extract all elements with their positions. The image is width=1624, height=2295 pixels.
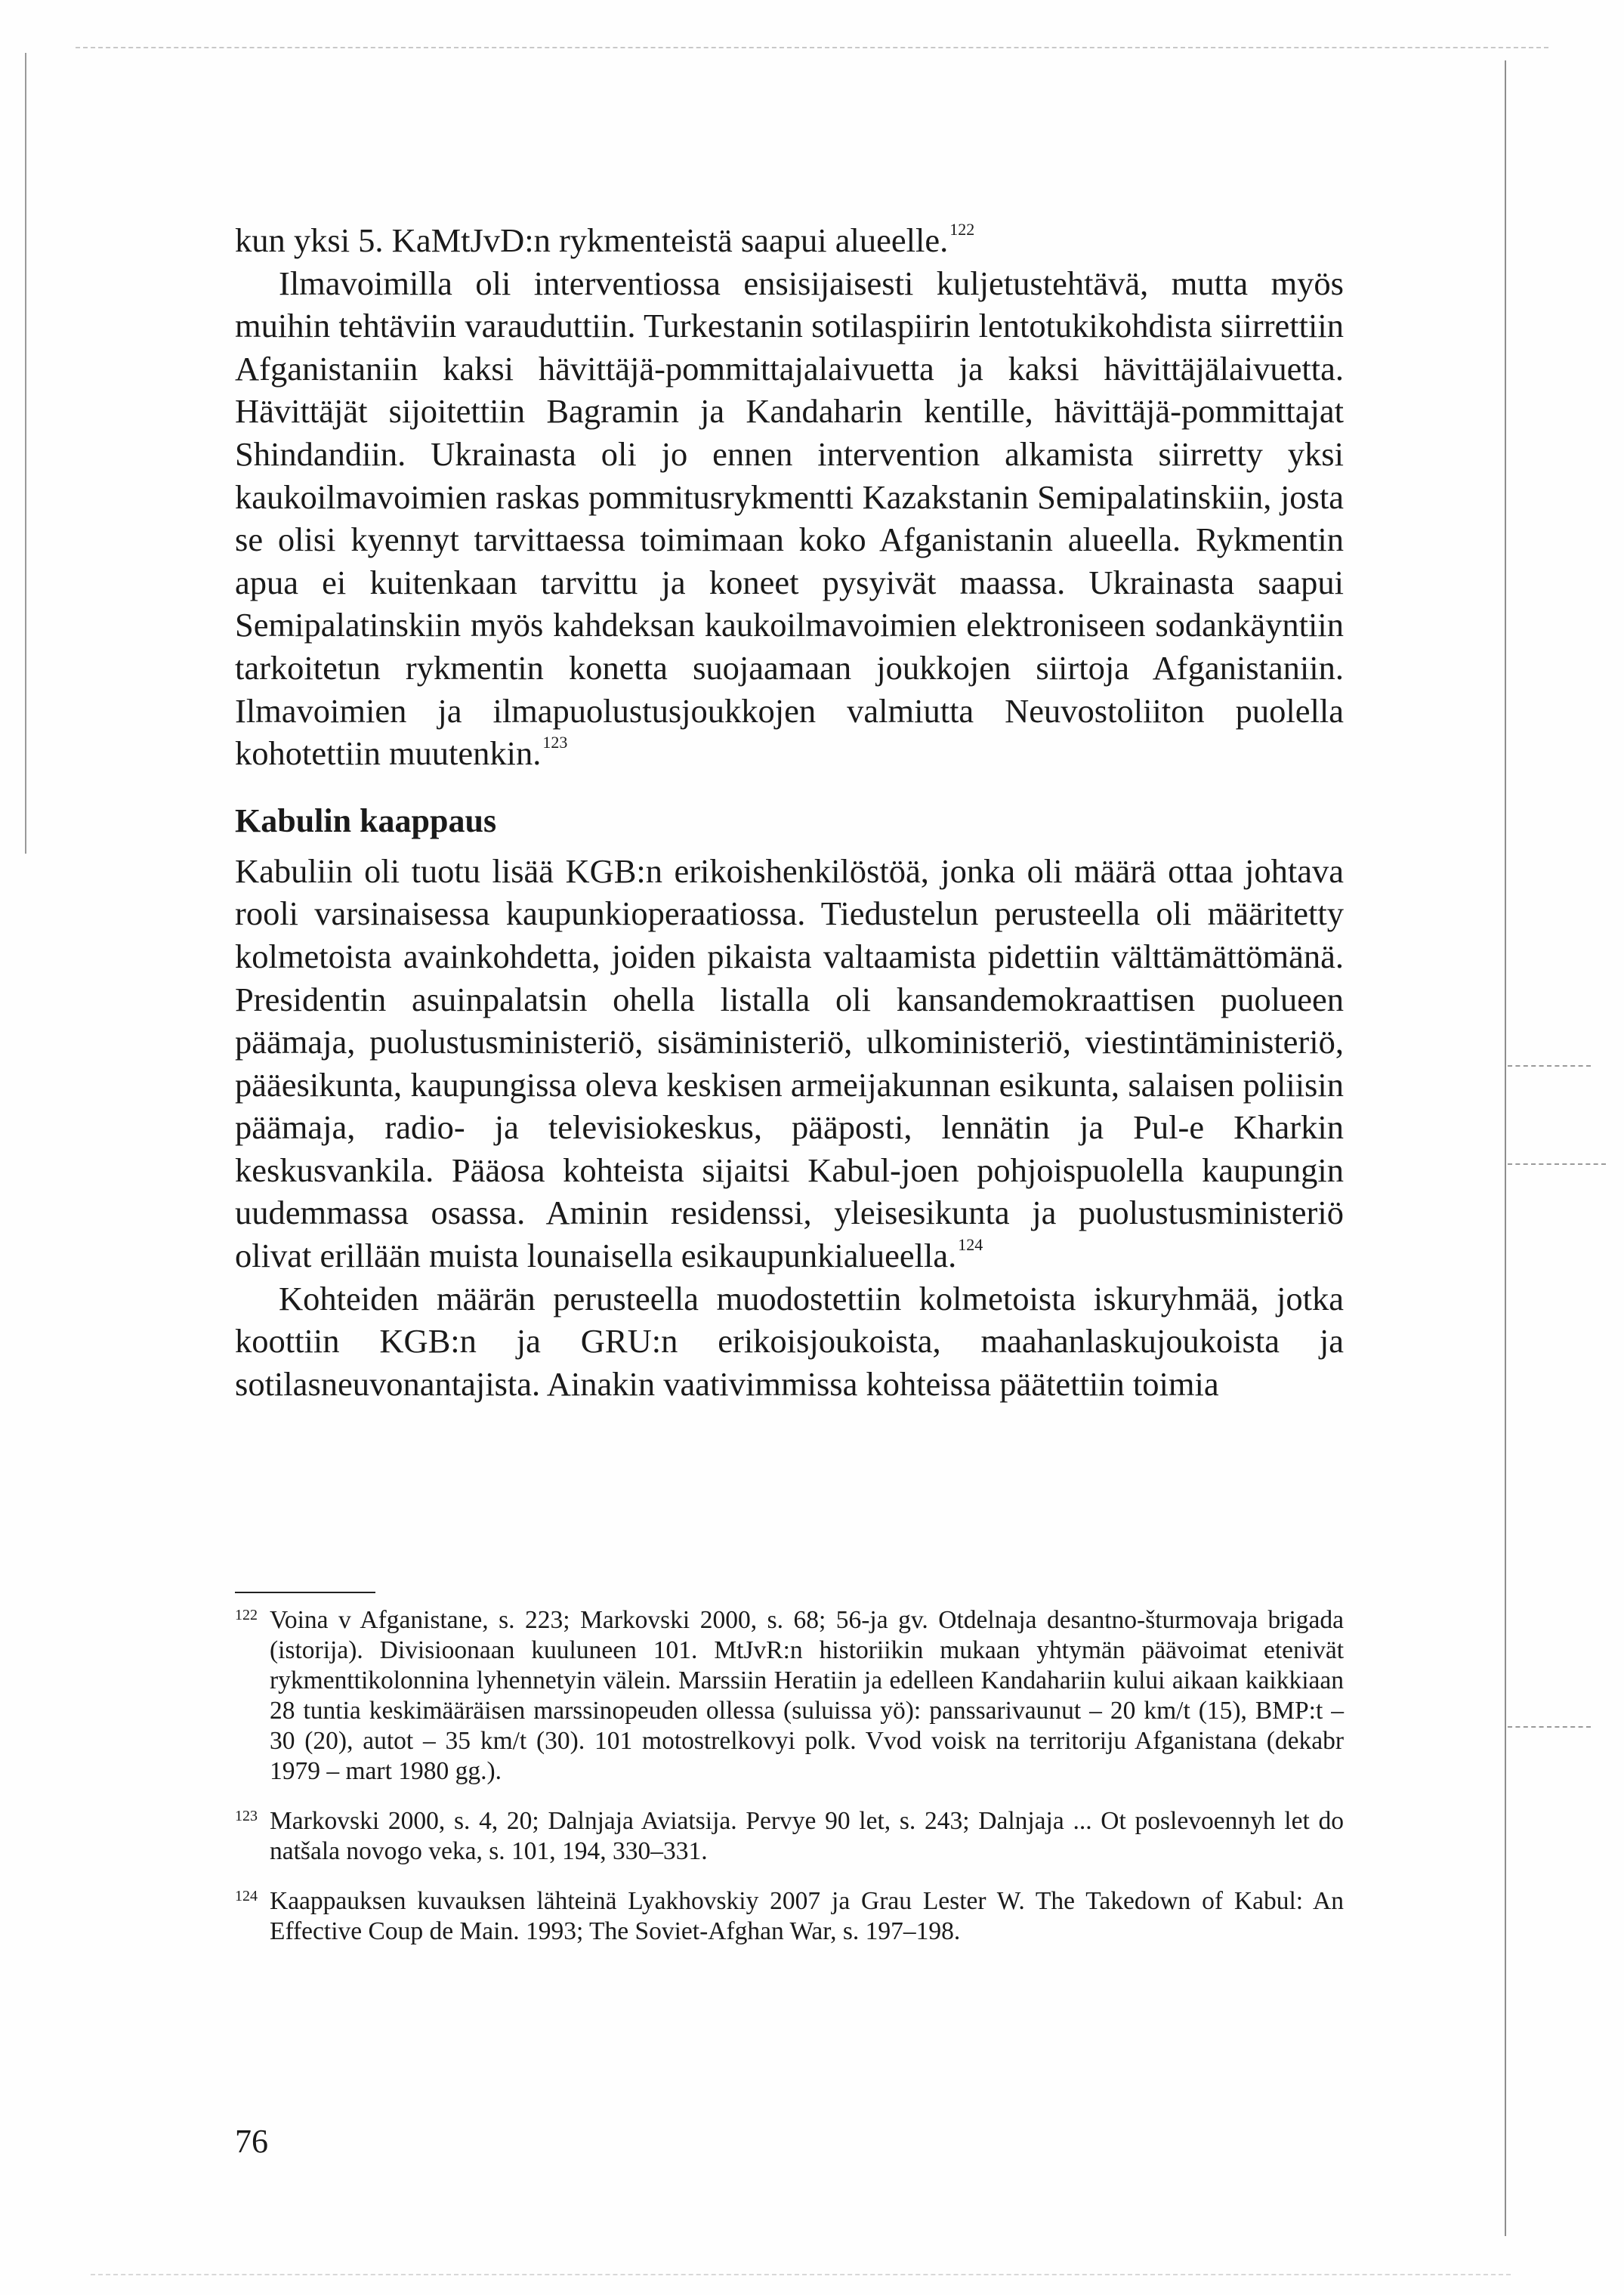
paragraph-text: Ilmavoimilla oli interventiossa ensisijaisesti kuljetustehtävä, mutta myös muihin tehtäviin varauduttiin. Turkestanin sotilaspiirin lentotukikohdista siirrettiin Afganistaniin kaksi hävittäjä-pommittajalaivuetta ja kaksi hävittäjälaivuetta. Hävittäjät sijoitettiin Bagramin ja Kandaharin kentille, hävittäjä-pommittajat Shindandiin. Ukrainasta oli jo ennen intervention alkamista siirretty yksi kaukoilmavoimien raskas pommitusrykmentti Kazakstanin Semipalatinskiin, josta se olisi kyennyt tarvittaessa toimimaan koko Afganistanin alueella. Rykmentin apua ei kuitenkaan tarvittu ja koneet pysyivät maassa. Ukrainasta saapui Semipalatinskiin myös kahdeksan kaukoilmavoimien elektroniseen sodankäyntiin tarkoitetun rykmentin konetta suojaamaan joukkojen siirtoja Afganistaniin. Ilmavoimien ja ilmapuolustusjoukkojen valmiutta Neuvostoliiton puolella kohotettiin muutenkin. bbox=[235, 264, 1344, 773]
scan-edge-top bbox=[76, 47, 1548, 48]
footnote bbox=[235, 1886, 1344, 1947]
paragraph-text: kun yksi 5. KaMtJvD:n rykmenteistä saapui alueelle. bbox=[235, 221, 949, 259]
paragraph-text: Kohteiden määrän perusteella muodostettiin kolmetoista iskuryhmää, jotka koottiin KGB:n ja GRU:n erikoisjoukoista, maahanlaskujoukoista ja sotilasneuvonantajista. Ainakin vaativimmissa kohteissa päätettiin toimia bbox=[235, 1279, 1344, 1403]
paragraph-text: Kabuliin oli tuotu lisää KGB:n erikoishenkilöstöä, jonka oli määrä ottaa johtava rooli varsinaisessa kaupunkioperaatiossa. Tiedustelun perusteella oli määritetty kolmetoista avainkohdetta, joiden pikaista valtaamista pidettiin välttämättömänä. Presidentin asuinpalatsin ohella listalla oli kansandemokraattisen puolueen päämaja, puolustusministeriö, sisäministeriö, ulkoministeriö, viestintäministeriö, pääesikunta, kaupungissa oleva keskisen armeijakunnan esikunta, salaisen poliisin päämaja, radio- ja televisiokeskus, pääposti, lennätin ja Pul-e Kharkin keskusvankila. Pääosa kohteista sijaitsi Kabul-joen pohjoispuolella kaupungin uudemmassa osassa. Aminin residenssi, yleisesikunta ja puolustusministeriö olivat erillään muista lounaisella esikaupunkialueella. bbox=[235, 851, 1344, 1275]
scan-mark bbox=[1508, 1726, 1591, 1728]
section-heading: Kabulin kaappaus bbox=[235, 802, 497, 839]
paragraph bbox=[235, 219, 1344, 262]
paragraph bbox=[235, 262, 1344, 775]
page-number: 76 bbox=[235, 2123, 268, 2160]
scan-edge-left bbox=[25, 53, 26, 854]
footnote-number: 124 bbox=[235, 1888, 258, 1904]
footnote-reference: 123 bbox=[542, 733, 568, 752]
footnote-number: 122 bbox=[235, 1607, 258, 1623]
footnote-text: Markovski 2000, s. 4, 20; Dalnjaja Aviatsija. Pervye 90 let, s. 243; Dalnjaja ... Ot poslevoennyh let do natšala novogo veka, s. 101, 194, 330–331. bbox=[270, 1807, 1344, 1865]
body-text bbox=[235, 219, 1344, 1405]
scan-edge-right bbox=[1505, 60, 1506, 2236]
footnote bbox=[235, 1806, 1344, 1867]
scan-mark bbox=[1508, 1065, 1591, 1067]
paragraph bbox=[235, 1277, 1344, 1406]
scan-mark bbox=[1508, 1163, 1606, 1165]
footnote-reference: 122 bbox=[949, 220, 975, 239]
footnote bbox=[235, 1605, 1344, 1787]
footnote-divider bbox=[235, 1592, 375, 1593]
footnote-text: Kaappauksen kuvauksen lähteinä Lyakhovskiy 2007 ja Grau Lester W. The Takedown of Kabul: An Effective Coup de Main. 1993; The Soviet-Afghan War, s. 197–198. bbox=[270, 1887, 1344, 1945]
footnotes bbox=[235, 1605, 1344, 1966]
footnote-reference: 124 bbox=[958, 1235, 983, 1255]
footnote-text: Voina v Afganistane, s. 223; Markovski 2000, s. 68; 56-ja gv. Otdelnaja desantno-šturmovaja brigada (istorija). Divisioonaan kuuluneen 101. MtJvR:n historiikin mukaan yhtymän päävoimat etenivät rykmenttikolonnina lyhennetyin välein. Marssiin Heratiin ja edelleen Kandahariin kului aikaan kaikkiaan 28 tuntia keskimääräisen marssinopeuden ollessa (suluissa yö): panssarivaunut – 20 km/t (15), BMP:t – 30 (20), autot – 35 km/t (30). 101 motostrelkovyi polk. Vvod voisk na territoriju Afganistana (dekabr 1979 – mart 1980 gg.). bbox=[270, 1606, 1344, 1785]
footnote-number: 123 bbox=[235, 1808, 258, 1824]
paragraph bbox=[235, 850, 1344, 1277]
scan-edge-bottom bbox=[91, 2274, 1511, 2275]
